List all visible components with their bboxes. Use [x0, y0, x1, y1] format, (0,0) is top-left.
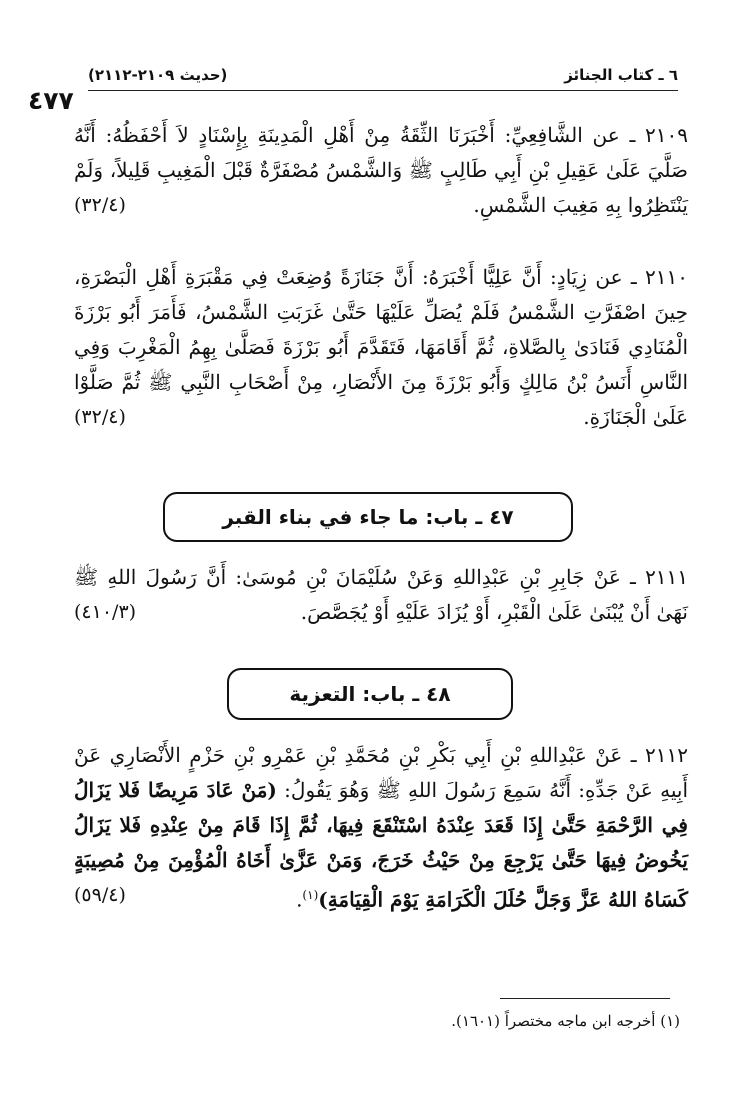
- sentence-end: .: [296, 887, 303, 912]
- chapter-title: ٦ ـ كتاب الجنائز: [564, 66, 678, 84]
- footnote-marker: (١): [302, 888, 319, 902]
- footnote-rule: [500, 998, 670, 999]
- running-header: [88, 62, 678, 90]
- hadith-number: ٢١١٠ ـ: [630, 265, 688, 289]
- hadith-2110: [74, 260, 688, 435]
- source-reference: (٥٩/٤): [74, 884, 126, 906]
- hadith-2109: [74, 118, 688, 223]
- hadith-text: عن الشَّافِعِيِّ: أَخْبَرَنَا الثِّقَةُ مِنْ أَهْلِ الْمَدِينَةِ بِإِسْنَادٍ لاَ أَحْفَظُهُ: أَنَّهُ صَلَّيَ عَلَىٰ عَقِيلِ بْنِ أَبِي طَالِبٍ ﷺ وَالشَّمْسُ مُصْفَرَّةٌ قَبْلَ الْمَغِيبِ قَلِيلاً، وَلَمْ يَنْتَظِرُوا بِهِ مَغِيبَ الشَّمْسِ.: [74, 123, 688, 217]
- source-reference: (٣٢/٤): [74, 406, 126, 428]
- footnote: (١) أخرجه ابن ماجه مختصراً (١٦٠١).: [451, 1012, 680, 1030]
- prophetic-quote: (مَنْ عَادَ مَرِيضًا فَلا يَزَالُ فِي الرَّحْمَةِ حَتَّىٰ إِذَا قَعَدَ عِنْدَهُ اسْتَنْقَعَ فِيهَا، ثُمَّ إِذَا قَامَ مِنْ عِنْدِهِ فَلا يَزَالُ يَخُوضُ فِيهَا حَتَّىٰ يَرْجِعَ مِنْ حَيْثُ خَرَجَ، وَمَنْ عَزَّىٰ أَخَاهُ الْمُؤْمِنَ مِنْ مُصِيبَةٍ كَسَاهُ اللهُ عَزَّ وَجَلَّ حُلَلَ الْكَرَامَةِ يَوْمَ الْقِيَامَةِ): [74, 778, 688, 912]
- source-reference: (٣٢/٤): [74, 194, 126, 216]
- hadith-text: عَنْ جَابِرِ بْنِ عَبْدِاللهِ وَعَنْ سُلَيْمَانَ بْنِ مُوسَىٰ: أَنَّ رَسُولَ اللهِ ﷺ نَهَىٰ أَنْ يُبْنَىٰ عَلَىٰ الْقَبْرِ، أَوْ يُزَادَ عَلَيْهِ أَوْ يُجَصَّصَ.: [74, 565, 688, 624]
- chapter-heading-48: ٤٨ ـ باب: التعزية: [227, 668, 513, 720]
- hadith-number: ٢١٠٩ ـ: [629, 123, 688, 147]
- hadith-text: عن زِيَادٍ: أَنَّ عَلِيًّا أَخْبَرَهُ: أَنَّ جَنَازَةً وُضِعَتْ فِي مَقْبَرَةِ أَهْلِ الْبَصْرَةِ، حِينَ اصْفَرَّتِ الشَّمْسُ فَلَمْ يُصَلِّ عَلَيْهَا حَتَّىٰ غَرَبَتِ الشَّمْسُ، فَأَمَرَ أَبُو بَرْزَةَ الْمُنَادِي فَنَادَىٰ بِالصَّلاةِ، ثُمَّ أَقَامَهَا، فَتَقَدَّمَ أَبُو بَرْزَةَ فَصَلَّىٰ بِهِمُ الْمَغْرِبَ وَفِي النَّاسِ أَنَسُ بْنُ مَالِكٍ وَأَبُو بَرْزَةَ مِنَ الأَنْصَارِ، مِنْ أَصْحَابِ النَّبِي ﷺ ثُمَّ صَلَّوْا عَلَىٰ الْجَنَازَةِ.: [74, 265, 688, 429]
- page-number: ٤٧٧: [28, 86, 74, 115]
- hadith-2111: [74, 560, 688, 630]
- hadith-range: (حديث ٢١٠٩-٢١١٢): [88, 66, 228, 84]
- header-rule: [88, 90, 678, 91]
- hadith-number: ٢١١٢ ـ: [630, 743, 688, 767]
- hadith-number: ٢١١١ ـ: [630, 565, 689, 589]
- hadith-2112: [74, 738, 688, 918]
- hadith-intro: عَنْ عَبْدِاللهِ بْنِ أَبِي بَكْرِ بْنِ مُحَمَّدِ بْنِ عَمْرِو بْنِ حَزْمٍ الأَنْصَارِي عَنْ أَبِيهِ عَنْ جَدِّهِ: أَنَّهُ سَمِعَ رَسُولَ اللهِ ﷺ وَهُوَ يَقُولُ:: [74, 743, 688, 802]
- chapter-heading-47: ٤٧ ـ باب: ما جاء في بناء القبر: [163, 492, 573, 542]
- source-reference: (٤١٠/٣): [74, 601, 137, 623]
